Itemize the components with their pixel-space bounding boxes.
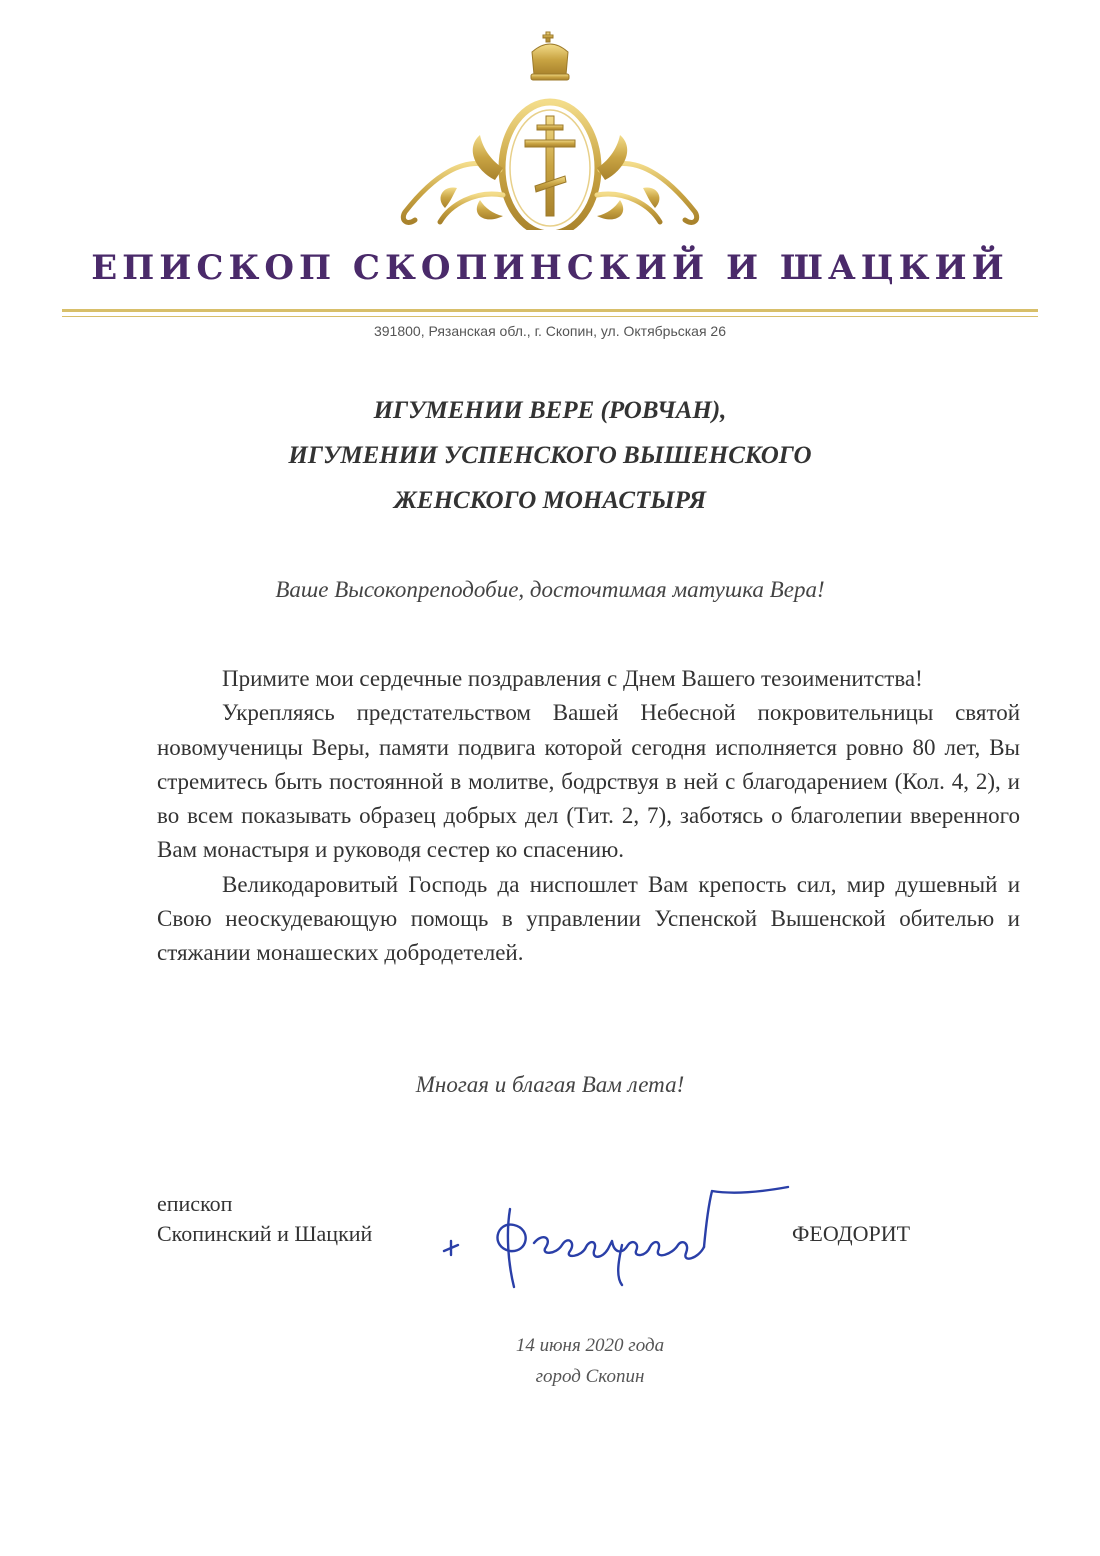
greeting: Ваше Высокопреподобие, досточтимая матушка Вера! (275, 577, 825, 602)
letterhead-rule-bottom (62, 316, 1038, 317)
signatory-name: ФЕОДОРИТ (792, 1221, 911, 1246)
body-paragraph-1: Примите мои сердечные поздравления с Днем Вашего тезоименитства! (222, 666, 923, 691)
body-paragraph-2: Укрепляясь предстательством Вашей Небесной покровительницы святой новомученицы Веры, памяти подвига которой сегодня исполняется ровно 80 лет, Вы стремитесь быть постоянной в молитве, бодрствуя в ней с благодарением (Кол. 4, 2), и во всем показывать образец добрых дел (Тит. 2, 7), заботясь о благолепии вверенного Вам монастыря и руководя сестер ко спасению. (157, 700, 1020, 863)
letterhead-rule-top (62, 309, 1038, 312)
addressee-line-3: ЖЕНСКОГО МОНАСТЫРЯ (393, 487, 707, 514)
body-paragraph-3: Великодаровитый Господь да ниспошлет Вам крепость сил, мир душевный и Свою неоскудевающую помощь в управлении Успенской Вышенской обителью и стяжании монашеских добродетелей. (157, 871, 1020, 966)
addressee-line-1: ИГУМЕНИИ ВЕРЕ (РОВЧАН), (373, 397, 727, 424)
letterhead-address: 391800, Рязанская обл., г. Скопин, ул. Октябрьская 26 (373, 323, 727, 339)
signatory-title-line-1: епископ (157, 1191, 233, 1216)
closing-wish: Многая и благая Вам лета! (415, 1072, 685, 1097)
crowned-orthodox-cross-emblem-icon (385, 30, 715, 230)
letter-date: 14 июня 2020 года (515, 1335, 665, 1356)
letter-place: город Скопин (535, 1366, 645, 1387)
signatory-title-line-2: Скопинский и Шацкий (157, 1221, 373, 1246)
letterhead-title: ЕПИСКОП СКОПИНСКИЙ И ШАЦКИЙ (91, 248, 1009, 288)
addressee-line-2: ИГУМЕНИИ УСПЕНСКОГО ВЫШЕНСКОГО (288, 442, 812, 469)
handwritten-signature (436, 1185, 796, 1295)
letter-body (157, 662, 1020, 971)
